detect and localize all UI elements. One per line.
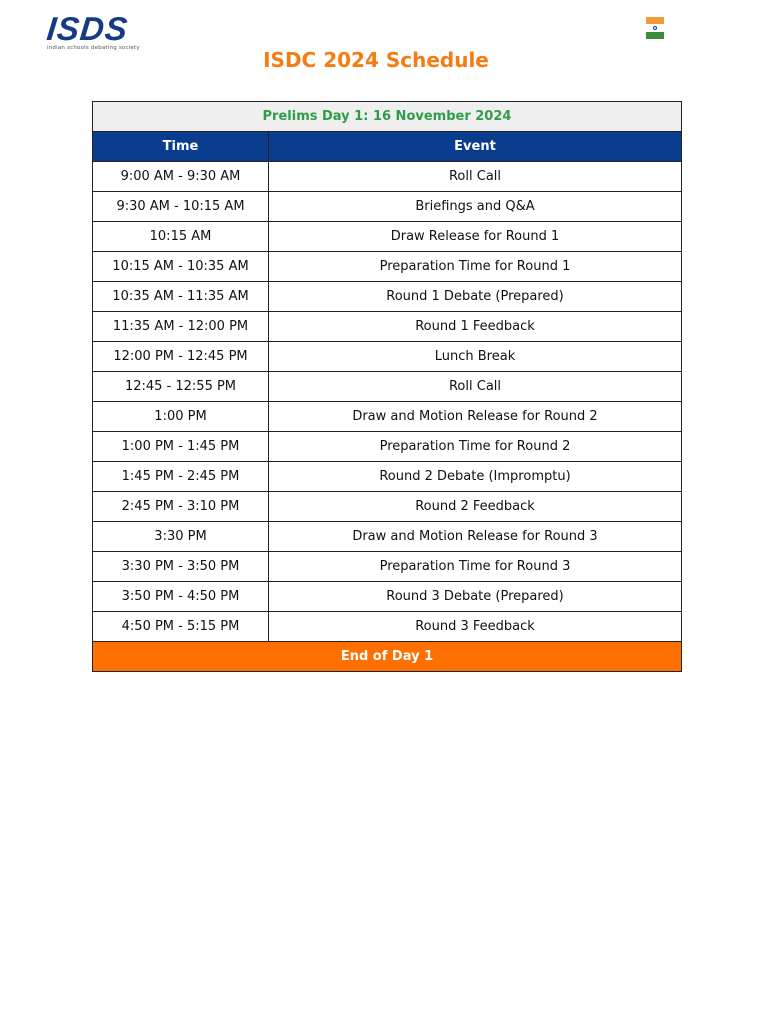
- logo-wordmark: ISDS: [45, 10, 131, 47]
- table-row: [93, 552, 682, 582]
- row-time: 10:15 AM: [93, 222, 269, 252]
- row-time: 12:45 - 12:55 PM: [93, 372, 269, 402]
- table-row: [93, 282, 682, 312]
- table-row: [93, 252, 682, 282]
- row-event: Preparation Time for Round 2: [269, 432, 682, 462]
- end-of-day-label: End of Day 1: [93, 642, 682, 672]
- row-event: Draw Release for Round 1: [269, 222, 682, 252]
- logo-tagline: indian schools debating society: [47, 45, 140, 51]
- table-row: [93, 492, 682, 522]
- row-event: Round 1 Debate (Prepared): [269, 282, 682, 312]
- table-row: [93, 402, 682, 432]
- table-row: [93, 342, 682, 372]
- row-time: 10:35 AM - 11:35 AM: [93, 282, 269, 312]
- flag-stripe-top: [646, 17, 664, 24]
- row-event: Lunch Break: [269, 342, 682, 372]
- row-time: 1:45 PM - 2:45 PM: [93, 462, 269, 492]
- table-row: [93, 522, 682, 552]
- table-row: [93, 372, 682, 402]
- flag-stripe-middle: [646, 24, 664, 31]
- table-row: [93, 432, 682, 462]
- row-time: 12:00 PM - 12:45 PM: [93, 342, 269, 372]
- flag-stripe-bottom: [646, 32, 664, 39]
- row-event: Draw and Motion Release for Round 2: [269, 402, 682, 432]
- row-time: 2:45 PM - 3:10 PM: [93, 492, 269, 522]
- table-row: [93, 162, 682, 192]
- row-time: 3:30 PM - 3:50 PM: [93, 552, 269, 582]
- row-event: Round 2 Feedback: [269, 492, 682, 522]
- row-time: 4:50 PM - 5:15 PM: [93, 612, 269, 642]
- column-header-time: Time: [93, 132, 269, 162]
- row-time: 9:00 AM - 9:30 AM: [93, 162, 269, 192]
- end-of-day-row: [93, 642, 682, 672]
- row-time: 11:35 AM - 12:00 PM: [93, 312, 269, 342]
- row-event: Briefings and Q&A: [269, 192, 682, 222]
- table-row: [93, 612, 682, 642]
- row-time: 9:30 AM - 10:15 AM: [93, 192, 269, 222]
- page-title: ISDC 2024 Schedule: [263, 48, 489, 72]
- day-label: Prelims Day 1: 16 November 2024: [93, 102, 682, 132]
- table-row: [93, 312, 682, 342]
- column-header-row: [93, 132, 682, 162]
- row-time: 3:50 PM - 4:50 PM: [93, 582, 269, 612]
- row-event: Preparation Time for Round 3: [269, 552, 682, 582]
- row-event: Roll Call: [269, 162, 682, 192]
- table-row: [93, 192, 682, 222]
- column-header-event: Event: [269, 132, 682, 162]
- row-time: 10:15 AM - 10:35 AM: [93, 252, 269, 282]
- table-row: [93, 582, 682, 612]
- row-event: Round 3 Feedback: [269, 612, 682, 642]
- india-flag-icon: [646, 17, 664, 39]
- row-event: Round 2 Debate (Impromptu): [269, 462, 682, 492]
- row-event: Preparation Time for Round 1: [269, 252, 682, 282]
- isds-logo: [45, 10, 157, 51]
- row-time: 1:00 PM - 1:45 PM: [93, 432, 269, 462]
- row-event: Roll Call: [269, 372, 682, 402]
- schedule-table: [92, 101, 682, 672]
- flag-chakra-icon: [653, 26, 657, 30]
- table-row: [93, 462, 682, 492]
- row-event: Round 3 Debate (Prepared): [269, 582, 682, 612]
- row-time: 1:00 PM: [93, 402, 269, 432]
- day-header-row: [93, 102, 682, 132]
- table-row: [93, 222, 682, 252]
- row-event: Draw and Motion Release for Round 3: [269, 522, 682, 552]
- row-event: Round 1 Feedback: [269, 312, 682, 342]
- row-time: 3:30 PM: [93, 522, 269, 552]
